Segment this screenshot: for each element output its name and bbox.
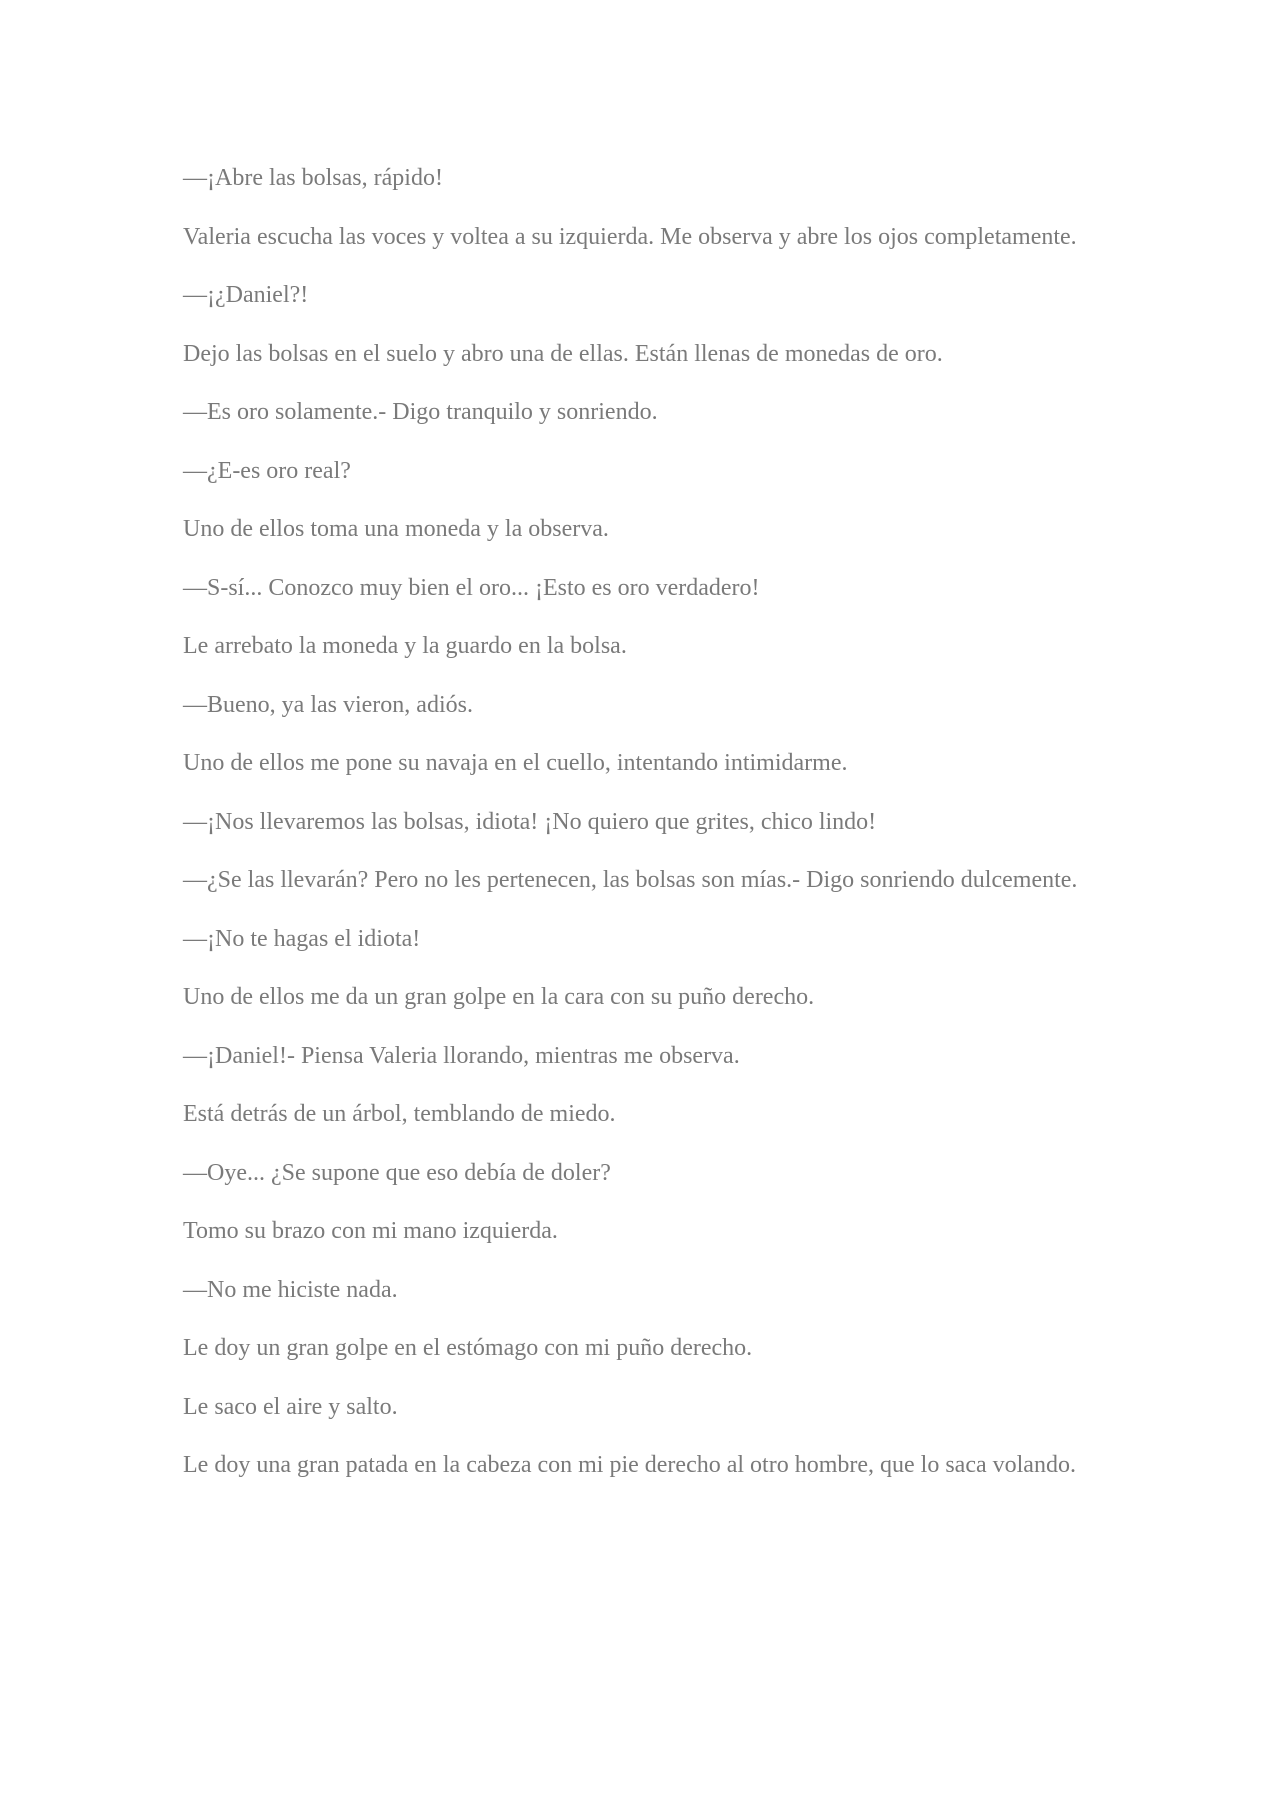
paragraph: Dejo las bolsas en el suelo y abro una de ellas. Están llenas de monedas de oro.	[183, 340, 943, 367]
paragraph: —¡Daniel!- Piensa Valeria llorando, mientras me observa.	[183, 1042, 740, 1069]
paragraph: Uno de ellos me pone su navaja en el cuello, intentando intimidarme.	[183, 750, 848, 776]
paragraph: Tomo su brazo con mi mano izquierda.	[183, 1218, 558, 1244]
document-body	[183, 158, 1083, 1504]
paragraph: —Bueno, ya las vieron, adiós.	[183, 691, 473, 718]
paragraph: —S-sí... Conozco muy bien el oro... ¡Esto es oro verdadero!	[183, 574, 760, 601]
paragraph: Valeria escucha las voces y voltea a su izquierda. Me observa y abre los ojos completamente.	[183, 223, 1077, 250]
paragraph: Le arrebato la moneda y la guardo en la bolsa.	[183, 633, 627, 659]
paragraph: Le doy una gran patada en la cabeza con mi pie derecho al otro hombre, que lo saca volando.	[183, 1452, 1076, 1478]
paragraph: —¡Nos llevaremos las bolsas, idiota! ¡No quiero que grites, chico lindo!	[183, 808, 877, 835]
paragraph: —¿E-es oro real?	[183, 457, 351, 484]
paragraph: Está detrás de un árbol, temblando de miedo.	[183, 1101, 616, 1127]
paragraph: —¡Abre las bolsas, rápido!	[183, 165, 443, 191]
paragraph: Uno de ellos toma una moneda y la observa.	[183, 516, 609, 542]
paragraph: Le saco el aire y salto.	[183, 1393, 398, 1420]
paragraph: —Es oro solamente.- Digo tranquilo y sonriendo.	[183, 399, 658, 425]
paragraph: —No me hiciste nada.	[183, 1276, 398, 1303]
paragraph: —Oye... ¿Se supone que eso debía de doler?	[183, 1159, 611, 1186]
paragraph: —¡¿Daniel?!	[183, 282, 309, 308]
paragraph: Uno de ellos me da un gran golpe en la cara con su puño derecho.	[183, 984, 815, 1010]
paragraph: —¿Se las llevarán? Pero no les pertenecen, las bolsas son mías.- Digo sonriendo dulcemente.	[183, 867, 1078, 893]
paragraph: Le doy un gran golpe en el estómago con mi puño derecho.	[183, 1335, 753, 1361]
paragraph: —¡No te hagas el idiota!	[183, 925, 421, 952]
